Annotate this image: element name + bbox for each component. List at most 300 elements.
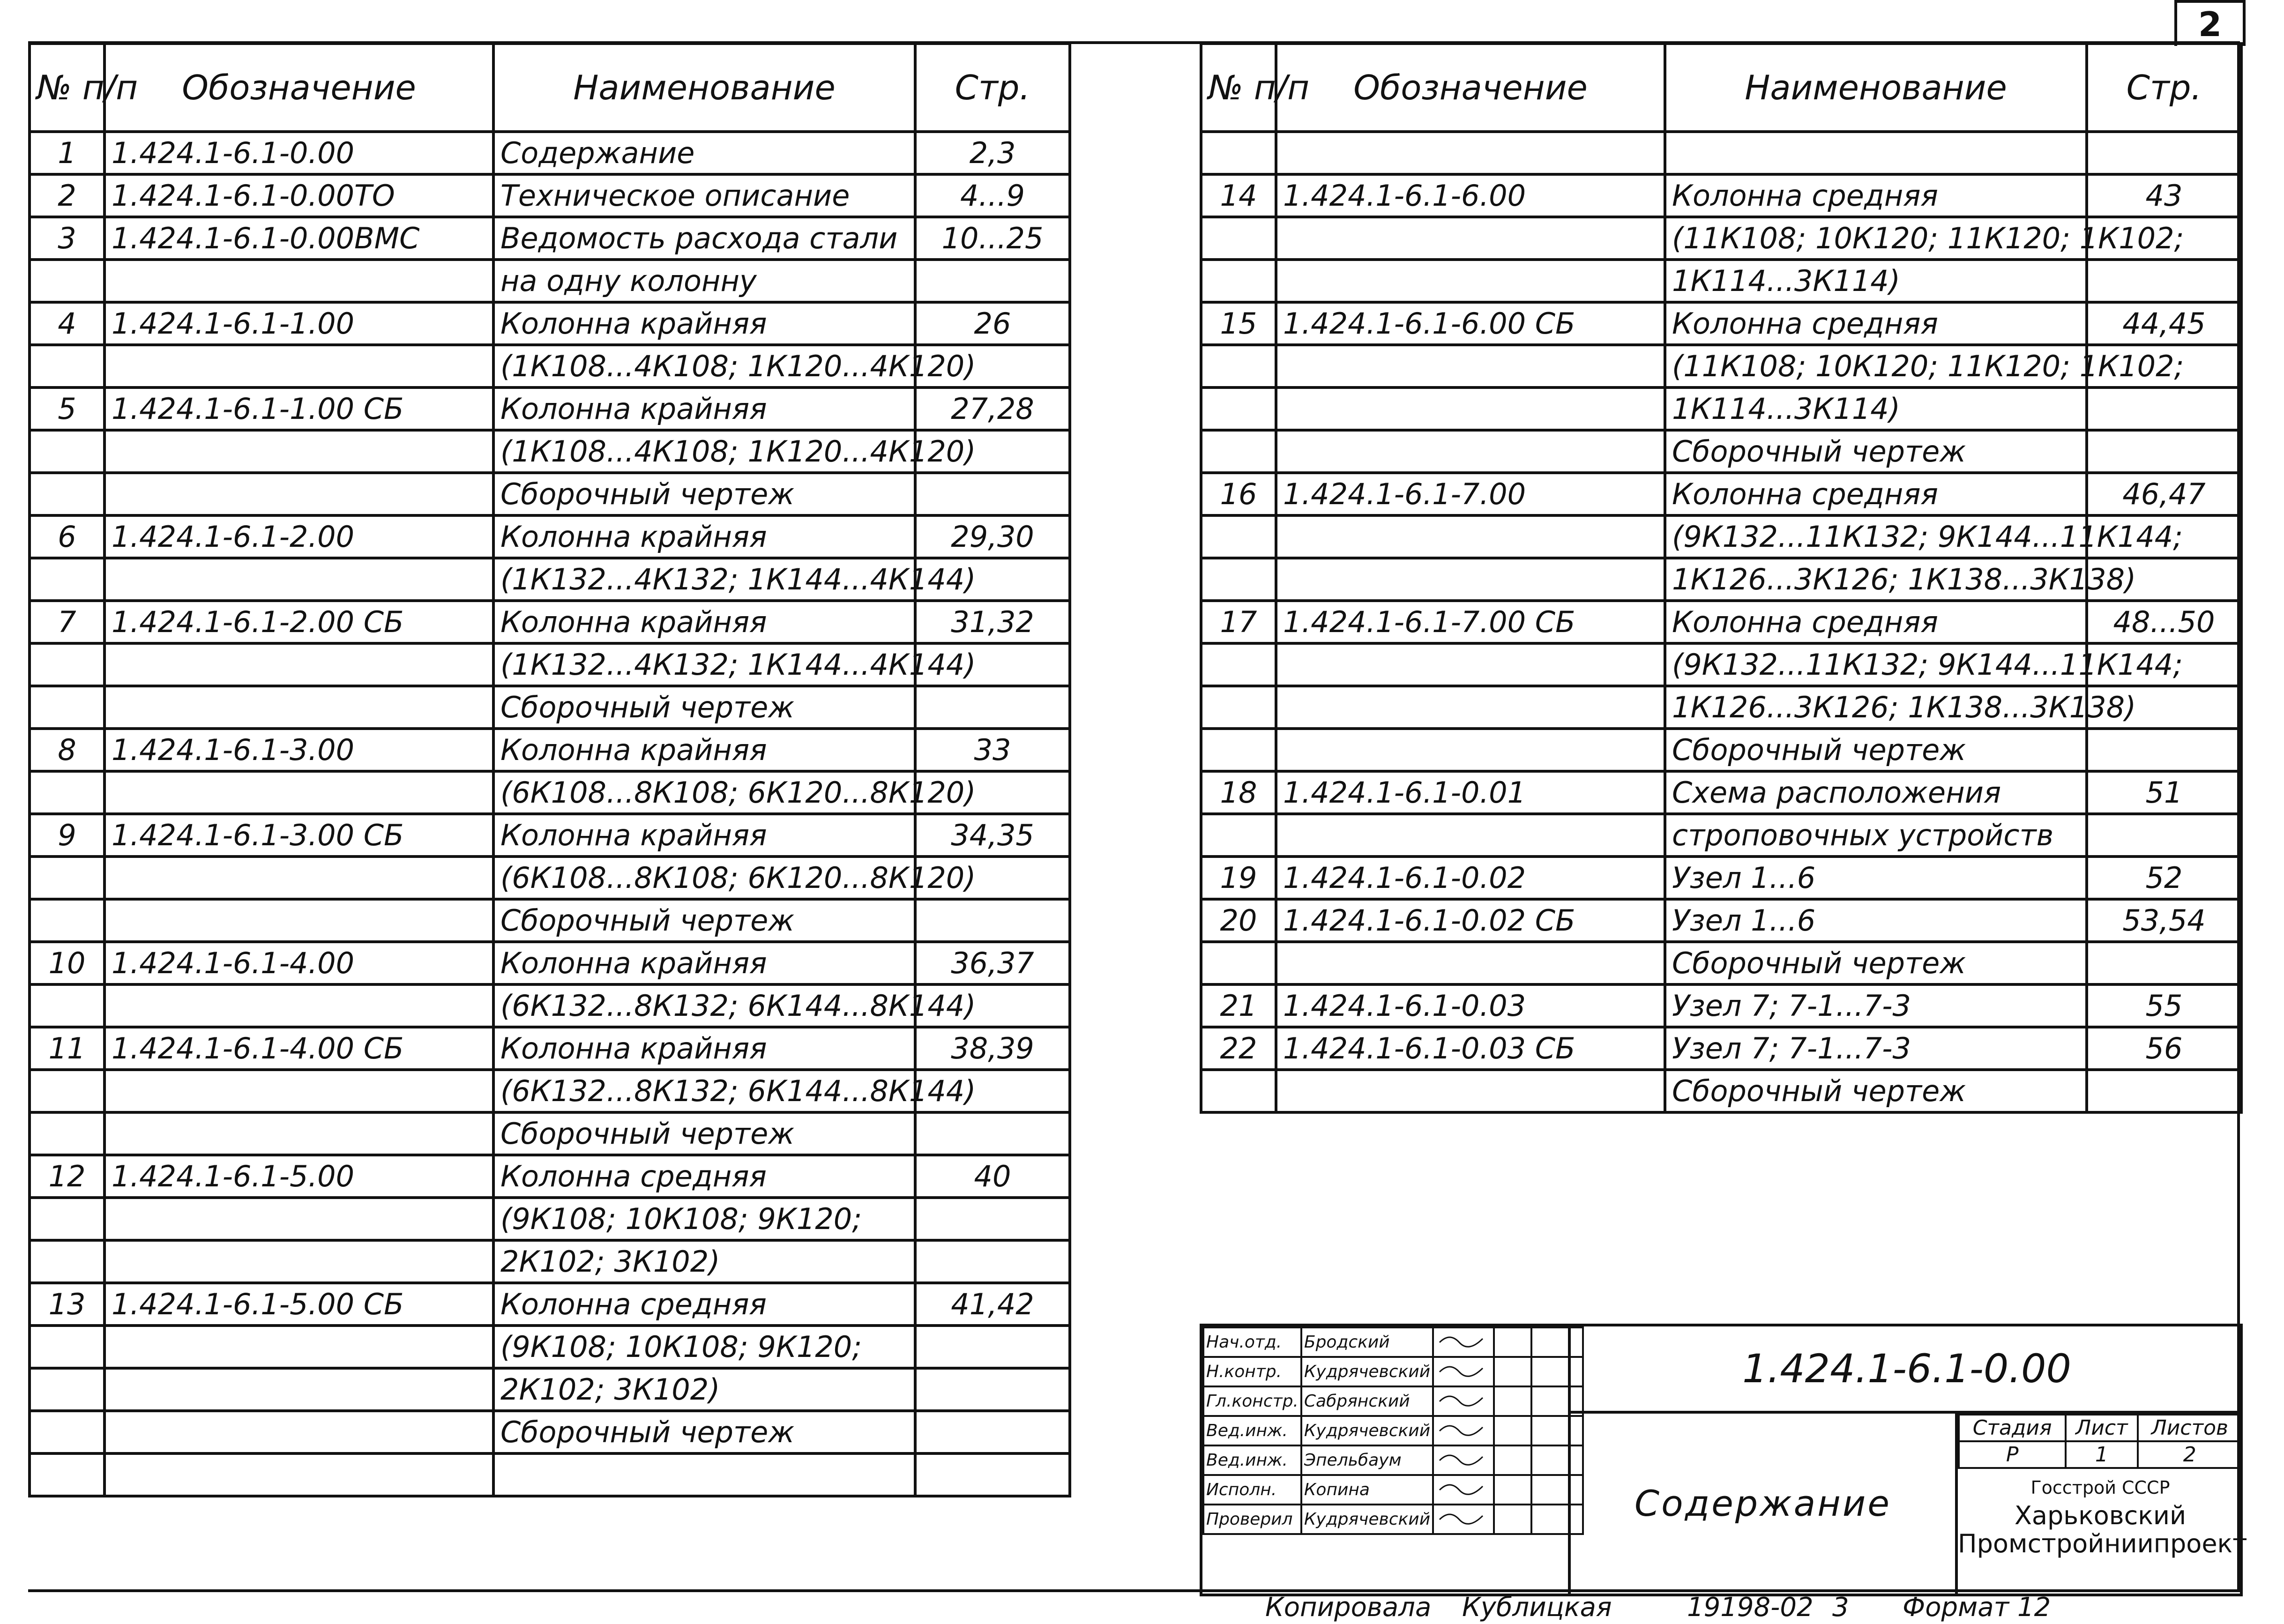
sheet-header: Лист (2066, 1415, 2137, 1441)
stage-header: Стадия (1959, 1415, 2066, 1441)
table-row (30, 430, 1070, 473)
cell-name (1665, 132, 2087, 174)
signature-name: Кудрячевский (1301, 1416, 1433, 1445)
cell-name: Сборочный чертеж (1665, 942, 2087, 984)
cell-page: 40 (915, 1155, 1070, 1198)
table-row (30, 1283, 1070, 1326)
copied-label: Копировала (1265, 1592, 1432, 1623)
cell-page: 4...9 (915, 174, 1070, 217)
org-line-2: Харьковский (2014, 1501, 2187, 1530)
cell-code: 1.424.1-6.1-5.00 СБ (104, 1283, 493, 1326)
cell-page: 33 (915, 729, 1070, 771)
table-row (30, 1070, 1070, 1112)
signature-mark (1433, 1357, 1494, 1386)
table-row (1201, 515, 2241, 558)
cell-name: Сборочный чертеж (493, 686, 915, 729)
cell-page (915, 260, 1070, 302)
cell-page: 48...50 (2087, 601, 2241, 643)
cell-name: Сборочный чертеж (493, 1112, 915, 1155)
signatures-table (1202, 1326, 1584, 1535)
table-row (30, 771, 1070, 814)
cell-code: 1.424.1-6.1-6.00 (1276, 174, 1665, 217)
org-line-3: Промстройниипроект (1958, 1529, 2247, 1558)
cell-num (1201, 217, 1276, 260)
cell-name: Колонна средняя (1665, 302, 2087, 345)
cell-name: 1К126...3К126; 1К138...3К138) (1665, 558, 2087, 601)
cell-code (104, 1411, 493, 1453)
cell-code: 1.424.1-6.1-0.03 (1276, 984, 1665, 1027)
cell-num (30, 984, 104, 1027)
header-page: Стр. (2087, 44, 2241, 132)
cell-num (1201, 260, 1276, 302)
table-row (1201, 132, 2241, 174)
cell-code (104, 558, 493, 601)
cell-code (1276, 387, 1665, 430)
cell-code: 1.424.1-6.1-0.00ВМС (104, 217, 493, 260)
cell-name: Сборочный чертеж (1665, 430, 2087, 473)
cell-page: 52 (2087, 857, 2241, 899)
signature-role: Н.контр. (1203, 1357, 1301, 1386)
table-row (30, 302, 1070, 345)
cell-code: 1.424.1-6.1-3.00 (104, 729, 493, 771)
table-row (30, 387, 1070, 430)
cell-name: (9К108; 10К108; 9К120; (493, 1326, 915, 1368)
cell-name: Узел 7; 7-1...7-3 (1665, 984, 2087, 1027)
cell-code: 1.424.1-6.1-4.00 СБ (104, 1027, 493, 1070)
signature-mark (1433, 1475, 1494, 1505)
signature-date (1494, 1505, 1531, 1534)
cell-num (30, 558, 104, 601)
table-header-row (30, 44, 1070, 132)
signature-role: Вед.инж. (1203, 1445, 1301, 1475)
cell-page (2087, 387, 2241, 430)
cell-num (30, 1198, 104, 1240)
cell-name: Техническое описание (493, 174, 915, 217)
cell-num: 19 (1201, 857, 1276, 899)
cell-code: 1.424.1-6.1-0.02 (1276, 857, 1665, 899)
table-row (1201, 686, 2241, 729)
cell-name: Колонна крайняя (493, 814, 915, 857)
cell-name: (9К132...11К132; 9К144...11К144; (1665, 515, 2087, 558)
table-row (1201, 1070, 2241, 1112)
cell-code: 1.424.1-6.1-0.03 СБ (1276, 1027, 1665, 1070)
cell-name: 1К126...3К126; 1К138...3К138) (1665, 686, 2087, 729)
table-row (30, 857, 1070, 899)
table-row (30, 1326, 1070, 1368)
cell-page (915, 1453, 1070, 1496)
table-row (1201, 643, 2241, 686)
cell-code (1276, 686, 1665, 729)
cell-num: 12 (30, 1155, 104, 1198)
cell-page (915, 1411, 1070, 1453)
contents-table-left (28, 42, 1071, 1497)
cell-num (30, 260, 104, 302)
cell-name: (1К132...4К132; 1К144...4К144) (493, 643, 915, 686)
sheet-number-box: 2 (2174, 0, 2246, 46)
cell-num (1201, 515, 1276, 558)
cell-code (1276, 430, 1665, 473)
cell-num (30, 473, 104, 515)
cell-name: Колонна средняя (1665, 174, 2087, 217)
cell-num: 3 (30, 217, 104, 260)
cell-name: Содержание (493, 132, 915, 174)
cell-num (1201, 558, 1276, 601)
cell-num (30, 1411, 104, 1453)
cell-code: 1.424.1-6.1-4.00 (104, 942, 493, 984)
cell-code (104, 260, 493, 302)
cell-code (104, 1112, 493, 1155)
table-row (30, 1368, 1070, 1411)
cell-num: 15 (1201, 302, 1276, 345)
table-row (30, 558, 1070, 601)
header-code: Обозначение (1276, 44, 1665, 132)
cell-page (2087, 132, 2241, 174)
cell-code (1276, 814, 1665, 857)
cell-page: 34,35 (915, 814, 1070, 857)
cell-code (104, 643, 493, 686)
cell-code (1276, 345, 1665, 387)
cell-num (30, 1326, 104, 1368)
table-row (30, 515, 1070, 558)
cell-name: (11К108; 10К120; 11К120; 1К102; (1665, 345, 2087, 387)
cell-name: Сборочный чертеж (1665, 1070, 2087, 1112)
table-row (1201, 729, 2241, 771)
cell-name: (6К108...8К108; 6К120...8К120) (493, 771, 915, 814)
cell-name: Колонна крайняя (493, 942, 915, 984)
table-row (30, 1112, 1070, 1155)
cell-num: 11 (30, 1027, 104, 1070)
table-row (1201, 899, 2241, 942)
cell-num (1201, 814, 1276, 857)
cell-page (2087, 814, 2241, 857)
cell-name: (1К132...4К132; 1К144...4К144) (493, 558, 915, 601)
table-row (1201, 473, 2241, 515)
table-row (30, 899, 1070, 942)
cell-num: 21 (1201, 984, 1276, 1027)
cell-code (104, 345, 493, 387)
cell-name (493, 1453, 915, 1496)
table-header-row (1201, 44, 2241, 132)
table-row (30, 984, 1070, 1027)
cell-name: (6К132...8К132; 6К144...8К144) (493, 1070, 915, 1112)
table-row (1201, 430, 2241, 473)
cell-page (915, 899, 1070, 942)
header-name: Наименование (1665, 44, 2087, 132)
cell-code (104, 1240, 493, 1283)
cell-page: 43 (2087, 174, 2241, 217)
signature-date (1494, 1327, 1531, 1357)
cell-name: Колонна крайняя (493, 1027, 915, 1070)
cell-page: 36,37 (915, 942, 1070, 984)
cell-page: 10...25 (915, 217, 1070, 260)
signature-name: Кудрячевский (1301, 1505, 1433, 1534)
cell-num: 10 (30, 942, 104, 984)
cell-name: 1К114...3К114) (1665, 260, 2087, 302)
cell-num (30, 1453, 104, 1496)
document-code: 1.424.1-6.1-0.00 (1568, 1326, 2243, 1414)
cell-name: Сборочный чертеж (1665, 729, 2087, 771)
signature-role: Гл.констр. (1203, 1386, 1301, 1416)
cell-num: 20 (1201, 899, 1276, 942)
cell-page: 29,30 (915, 515, 1070, 558)
cell-code: 1.424.1-6.1-0.01 (1276, 771, 1665, 814)
cell-num (1201, 132, 1276, 174)
sheets-header: Листов (2138, 1415, 2242, 1441)
table-row (1201, 771, 2241, 814)
cell-name: (6К108...8К108; 6К120...8К120) (493, 857, 915, 899)
cell-code (104, 686, 493, 729)
table-row (1201, 857, 2241, 899)
cell-page (915, 1198, 1070, 1240)
cell-page: 2,3 (915, 132, 1070, 174)
signature-date (1494, 1416, 1531, 1445)
cell-code (104, 899, 493, 942)
cell-num: 7 (30, 601, 104, 643)
cell-code: 1.424.1-6.1-0.00ТО (104, 174, 493, 217)
cell-code (1276, 558, 1665, 601)
signature-date (1494, 1386, 1531, 1416)
table-row (1201, 260, 2241, 302)
signature-role: Вед.инж. (1203, 1416, 1301, 1445)
cell-name: Колонна средняя (493, 1155, 915, 1198)
cell-page: 41,42 (915, 1283, 1070, 1326)
cell-code: 1.424.1-6.1-7.00 СБ (1276, 601, 1665, 643)
cell-name: Колонна крайняя (493, 387, 915, 430)
signature-row (1203, 1475, 1583, 1505)
cell-code (104, 1070, 493, 1112)
cell-name: (1К108...4К108; 1К120...4К120) (493, 345, 915, 387)
header-name: Наименование (493, 44, 915, 132)
signature-row (1203, 1386, 1583, 1416)
cell-code (1276, 643, 1665, 686)
table-row (1201, 302, 2241, 345)
cell-code (104, 1326, 493, 1368)
table-row (30, 1198, 1070, 1240)
cell-code: 1.424.1-6.1-6.00 СБ (1276, 302, 1665, 345)
cell-name: Сборочный чертеж (493, 899, 915, 942)
table-row (30, 260, 1070, 302)
order-number: 19198-02 (1687, 1592, 1814, 1623)
cell-num (30, 1368, 104, 1411)
cell-name: Колонна средняя (1665, 601, 2087, 643)
left-table-body (30, 132, 1070, 1496)
cell-name: (11К108; 10К120; 11К120; 1К102; (1665, 217, 2087, 260)
signature-date (1494, 1445, 1531, 1475)
cell-page: 56 (2087, 1027, 2241, 1070)
signature-row (1203, 1357, 1583, 1386)
signature-row (1203, 1505, 1583, 1534)
stage-table (1958, 1414, 2243, 1469)
cell-name: (6К132...8К132; 6К144...8К144) (493, 984, 915, 1027)
cell-name: Колонна крайняя (493, 515, 915, 558)
cell-name: Колонна средняя (1665, 473, 2087, 515)
cell-page (915, 1368, 1070, 1411)
signature-mark (1433, 1386, 1494, 1416)
cell-name: Ведомость расхода стали (493, 217, 915, 260)
cell-code: 1.424.1-6.1-2.00 (104, 515, 493, 558)
signature-role: Проверил (1203, 1505, 1301, 1534)
cell-name: Сборочный чертеж (493, 473, 915, 515)
cell-num (1201, 387, 1276, 430)
cell-num: 13 (30, 1283, 104, 1326)
table-row (30, 1027, 1070, 1070)
signature-name: Копина (1301, 1475, 1433, 1505)
table-row (30, 1155, 1070, 1198)
cell-num (1201, 430, 1276, 473)
cell-num (30, 771, 104, 814)
table-row (30, 686, 1070, 729)
signature-date (1494, 1357, 1531, 1386)
cell-num (1201, 643, 1276, 686)
cell-name: Колонна крайняя (493, 601, 915, 643)
signature-row (1203, 1327, 1583, 1357)
table-row (1201, 984, 2241, 1027)
organization (1958, 1469, 2247, 1558)
cell-name: Схема расположения (1665, 771, 2087, 814)
table-row (1201, 345, 2241, 387)
cell-page (915, 473, 1070, 515)
cell-name: (9К108; 10К108; 9К120; (493, 1198, 915, 1240)
header-num: № п/п (30, 44, 104, 132)
sheet-value: 1 (2066, 1441, 2137, 1468)
cell-page: 31,32 (915, 601, 1070, 643)
cell-page (915, 1112, 1070, 1155)
table-row (1201, 814, 2241, 857)
cell-page: 38,39 (915, 1027, 1070, 1070)
stage-org-block (1955, 1414, 2247, 1594)
header-code: Обозначение (104, 44, 493, 132)
table-row (30, 132, 1070, 174)
cell-num (30, 1112, 104, 1155)
table-row (1201, 387, 2241, 430)
cell-num: 6 (30, 515, 104, 558)
cell-name: (9К132...11К132; 9К144...11К144; (1665, 643, 2087, 686)
cell-code (104, 473, 493, 515)
cell-name: (1К108...4К108; 1К120...4К120) (493, 430, 915, 473)
cell-code: 1.424.1-6.1-3.00 СБ (104, 814, 493, 857)
cell-name: Колонна крайняя (493, 302, 915, 345)
table-row (30, 345, 1070, 387)
cell-page: 51 (2087, 771, 2241, 814)
cell-code: 1.424.1-6.1-1.00 СБ (104, 387, 493, 430)
page-number: 3 (1832, 1592, 1849, 1623)
signature-mark (1433, 1445, 1494, 1475)
cell-num (30, 643, 104, 686)
cell-name: Узел 1...6 (1665, 899, 2087, 942)
table-row (1201, 601, 2241, 643)
table-row (30, 1240, 1070, 1283)
cell-num (30, 430, 104, 473)
cell-page (915, 686, 1070, 729)
format-label: Формат 12 (1903, 1592, 2051, 1623)
cell-page (2087, 1070, 2241, 1112)
signature-mark (1433, 1416, 1494, 1445)
cell-num: 1 (30, 132, 104, 174)
contents-table-right (1200, 42, 2243, 1114)
cell-code (104, 1368, 493, 1411)
signature-role: Исполн. (1203, 1475, 1301, 1505)
cell-name: Узел 7; 7-1...7-3 (1665, 1027, 2087, 1070)
cell-num: 2 (30, 174, 104, 217)
signature-name: Кудрячевский (1301, 1357, 1433, 1386)
cell-num (1201, 942, 1276, 984)
table-row (1201, 174, 2241, 217)
cell-name: Колонна крайняя (493, 729, 915, 771)
cell-name: 1К114...3К114) (1665, 387, 2087, 430)
cell-num (30, 899, 104, 942)
document-title: Содержание (1568, 1414, 1955, 1594)
cell-page: 26 (915, 302, 1070, 345)
cell-num (30, 857, 104, 899)
cell-num (30, 1070, 104, 1112)
cell-num (30, 1240, 104, 1283)
cell-num: 18 (1201, 771, 1276, 814)
cell-page (2087, 729, 2241, 771)
table-row (30, 814, 1070, 857)
stage-value: Р (1959, 1441, 2066, 1468)
cell-name: строповочных устройств (1665, 814, 2087, 857)
cell-name: 2К102; 3К102) (493, 1368, 915, 1411)
cell-name: Сборочный чертеж (493, 1411, 915, 1453)
cell-num: 9 (30, 814, 104, 857)
cell-page (915, 1240, 1070, 1283)
cell-code (1276, 260, 1665, 302)
cell-code (104, 984, 493, 1027)
cell-code: 1.424.1-6.1-5.00 (104, 1155, 493, 1198)
header-page: Стр. (915, 44, 1070, 132)
cell-code: 1.424.1-6.1-0.00 (104, 132, 493, 174)
cell-num (30, 345, 104, 387)
cell-name: на одну колонну (493, 260, 915, 302)
cell-name: Узел 1...6 (1665, 857, 2087, 899)
table-row (30, 217, 1070, 260)
header-num: № п/п (1201, 44, 1276, 132)
table-row (30, 473, 1070, 515)
cell-code (1276, 942, 1665, 984)
signature-row (1203, 1416, 1583, 1445)
cell-num: 8 (30, 729, 104, 771)
table-row (30, 729, 1070, 771)
signature-mark (1433, 1327, 1494, 1357)
cell-page (2087, 260, 2241, 302)
cell-num: 5 (30, 387, 104, 430)
cell-code: 1.424.1-6.1-2.00 СБ (104, 601, 493, 643)
cell-num (1201, 729, 1276, 771)
cell-code: 1.424.1-6.1-1.00 (104, 302, 493, 345)
right-table-body (1201, 132, 2241, 1112)
org-line-1: Госстрой СССР (2030, 1477, 2170, 1498)
cell-code (104, 1198, 493, 1240)
signature-date (1494, 1475, 1531, 1505)
table-row (1201, 558, 2241, 601)
cell-num: 14 (1201, 174, 1276, 217)
copier-name: Кублицкая (1462, 1592, 1612, 1623)
cell-num: 17 (1201, 601, 1276, 643)
cell-page: 55 (2087, 984, 2241, 1027)
signature-mark (1433, 1505, 1494, 1534)
cell-page: 44,45 (2087, 302, 2241, 345)
cell-page (915, 1326, 1070, 1368)
signature-name: Бродский (1301, 1327, 1433, 1357)
cell-num (1201, 345, 1276, 387)
cell-code (104, 430, 493, 473)
cell-name: 2К102; 3К102) (493, 1240, 915, 1283)
cell-page: 53,54 (2087, 899, 2241, 942)
cell-code (1276, 132, 1665, 174)
cell-page: 46,47 (2087, 473, 2241, 515)
cell-num (1201, 1070, 1276, 1112)
table-row (1201, 1027, 2241, 1070)
